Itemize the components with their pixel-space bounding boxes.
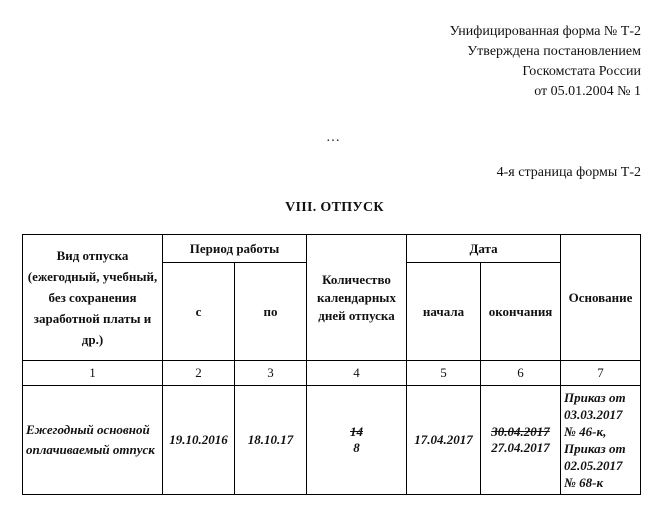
start-date-cell: 17.04.2017 — [407, 386, 481, 495]
basis-cell — [561, 386, 641, 495]
period-from-cell: 19.10.2016 — [163, 386, 235, 495]
column-number: 7 — [561, 361, 641, 386]
basis-order-2: Приказ от 02.05.2017 № 68-к — [564, 441, 626, 490]
omission-mark: … — [326, 130, 340, 145]
basis-order-1: Приказ от 03.03.2017 № 46-к, — [564, 390, 626, 439]
days-corrected: 8 — [353, 440, 360, 455]
header-to: по — [235, 263, 307, 361]
days-count-cell — [307, 386, 407, 495]
header-date: Дата — [407, 235, 561, 263]
column-number: 5 — [407, 361, 481, 386]
column-number: 4 — [307, 361, 407, 386]
end-date-original-struck: 30.04.2017 — [491, 424, 550, 439]
approval-line: Утверждена постановлением — [467, 44, 641, 59]
header-from: с — [163, 263, 235, 361]
agency-line: Госкомстата России — [522, 64, 641, 79]
header-work-period: Период работы — [163, 235, 307, 263]
vacation-table — [22, 234, 641, 495]
end-date-corrected: 27.04.2017 — [491, 440, 550, 455]
column-number: 3 — [235, 361, 307, 386]
table-row — [23, 386, 641, 495]
header-start: начала — [407, 263, 481, 361]
end-date-cell — [481, 386, 561, 495]
page-note: 4-я страница формы Т-2 — [496, 165, 641, 180]
form-header — [450, 22, 641, 102]
header-end: окончания — [481, 263, 561, 361]
period-to-cell: 18.10.17 — [235, 386, 307, 495]
header-days-count: Количество календарных дней отпуска — [307, 235, 407, 361]
form-name: Унифицированная форма № Т-2 — [449, 24, 641, 39]
section-title: VIII. ОТПУСК — [285, 200, 384, 215]
header-basis: Основание — [561, 235, 641, 361]
approval-date: от 05.01.2004 № 1 — [534, 84, 641, 99]
header-vacation-type: Вид отпуска (ежегодный, учебный, без сохранения заработной платы и др.) — [23, 235, 163, 361]
vacation-type-cell: Ежегодный основной оплачиваемый отпуск — [23, 386, 163, 495]
days-original-struck: 14 — [350, 424, 364, 439]
column-number: 1 — [23, 361, 163, 386]
column-number: 2 — [163, 361, 235, 386]
column-number: 6 — [481, 361, 561, 386]
